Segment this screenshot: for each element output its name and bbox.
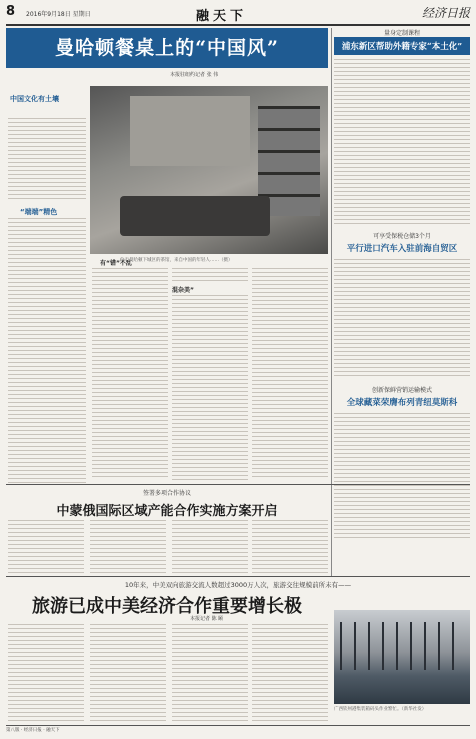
article-text-block [8, 520, 84, 574]
photo-table [120, 196, 270, 236]
article-text-block [334, 259, 470, 379]
article-text-block [172, 268, 248, 282]
newspaper-logo: 经济日报 [421, 6, 470, 20]
article-text-block [252, 624, 328, 724]
article-text-block [8, 218, 86, 486]
article-text-block [92, 268, 168, 480]
column-divider [331, 28, 332, 576]
article-text-block [8, 624, 84, 724]
middle-headline: 中蒙俄国际区域产能合作实施方案开启 [56, 504, 278, 519]
port-photo [334, 610, 470, 704]
right-tag-2: 可享受保税仓储3个月 [373, 233, 431, 240]
right-headline-3: 全球藏菜荣膺布列青纽莫斯科 [346, 398, 458, 408]
subheading-culture: 中国文化有土壤 [10, 95, 59, 103]
article-text-block [172, 520, 248, 574]
middle-tag: 签署多项合作协议 [142, 490, 191, 497]
article-text-block [90, 624, 166, 724]
page-footer: 第八版 · 经济日报 · 融天下 [6, 725, 470, 736]
middle-story [6, 488, 328, 519]
subheading-duanduan: “端端”精色 [20, 208, 58, 216]
article-text-block [172, 624, 248, 724]
page-number: 8 [6, 4, 16, 19]
issue-date: 2016年9月18日 星期日 [26, 11, 91, 18]
section-divider [6, 484, 470, 485]
right-headline-2: 平行进口汽车入驻前海自贸区 [346, 244, 458, 254]
main-headline-banner [6, 28, 328, 68]
lower-byline: 本报记者 陈 颐 [190, 616, 224, 622]
article-text-block [172, 295, 248, 480]
right-news-column [334, 28, 470, 541]
article-text-block [8, 118, 86, 202]
article-text-block [334, 413, 470, 541]
right-headline-1: 浦东新区帮助外籍专家“本土化” [334, 37, 470, 55]
article-text-block [252, 520, 328, 574]
port-photo-caption: 广西钦州港集装箱码头作业繁忙。（新华社发） [334, 707, 427, 712]
port-cranes [340, 622, 464, 670]
subheading-mix: 混杂美” [172, 287, 194, 294]
section-divider [6, 576, 470, 577]
page-header [6, 4, 470, 26]
photo-wall [130, 96, 250, 166]
lower-headline: 旅游已成中美经济合作重要增长极 [32, 596, 302, 617]
article-text-block [90, 520, 166, 574]
restaurant-photo [90, 86, 328, 254]
article-text-block [252, 268, 328, 480]
right-tag-3: 创新保鲜营销运输模式 [371, 387, 432, 394]
photo-caption: 位于曼哈顿下城区的茶馆，来自中国的年轻人……（摄） [120, 258, 233, 263]
main-byline: 本报驻纽约记者 张 伟 [170, 72, 219, 78]
lower-tag: 10年来，中美双向旅游交流人数超过3000万人次，旅游交往规模前所未有—— [124, 581, 352, 589]
subheading-cuo: 有“错”不乱 [100, 260, 132, 267]
right-tag-1: 量身定制课程 [383, 30, 420, 37]
main-headline: 曼哈顿餐桌上的“中国风” [55, 37, 279, 59]
article-text-block [334, 59, 470, 225]
section-title: 融天下 [196, 9, 248, 24]
